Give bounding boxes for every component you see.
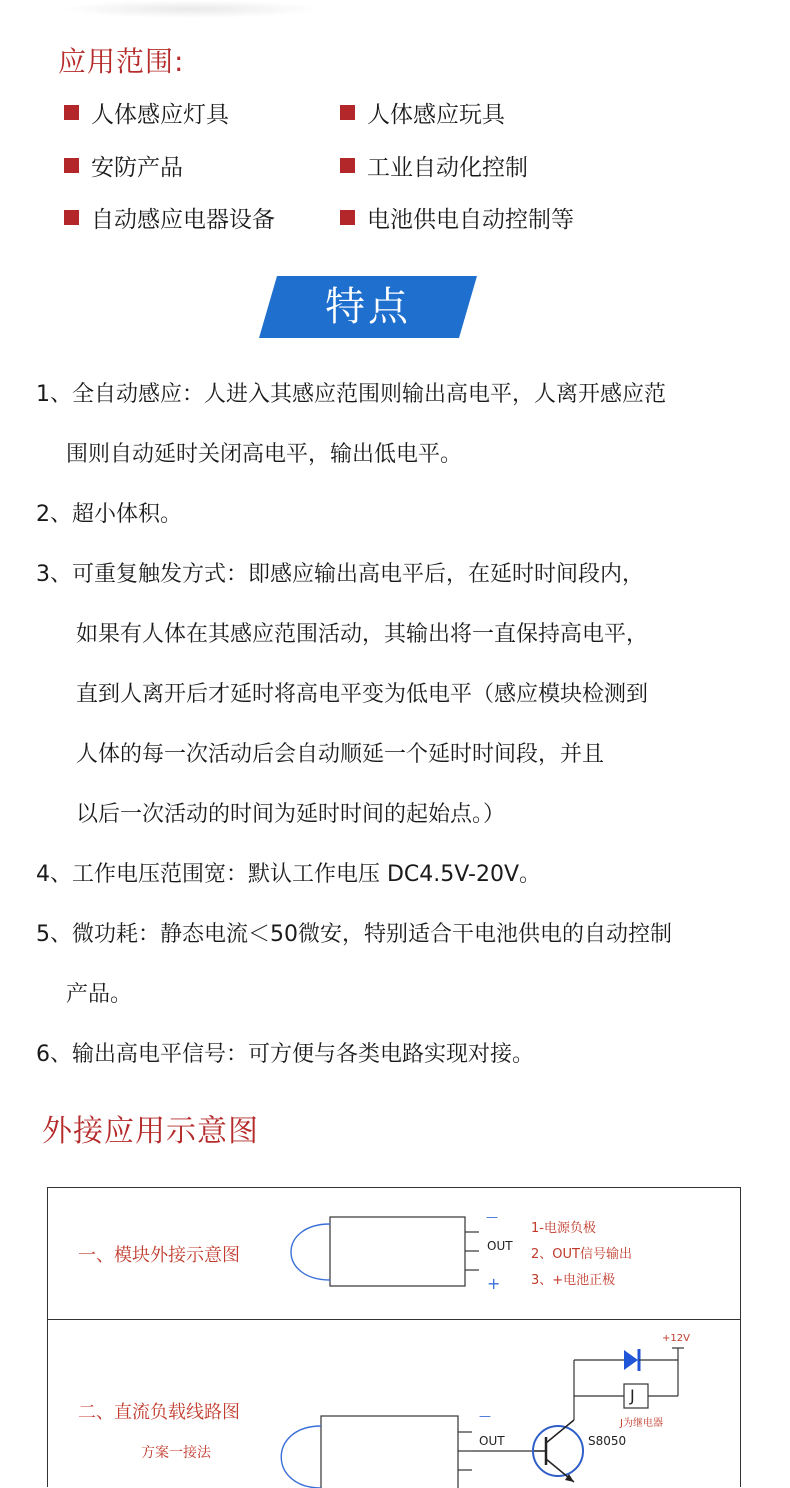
feature-line: 4、工作电压范围宽：默认工作电压 DC4.5V-20V。 bbox=[36, 862, 542, 887]
sensor-dome-shape bbox=[281, 1426, 321, 1488]
feature-line: 围则自动延时关闭高电平，输出低电平。 bbox=[66, 442, 463, 467]
pin-minus-label: — bbox=[486, 1210, 498, 1224]
application-item bbox=[64, 201, 275, 234]
panel2-sublabel: 方案一接法 bbox=[141, 1445, 211, 1461]
feature-line: 人体的每一次活动后会自动顺延一个延时时间段，并且 bbox=[76, 742, 605, 767]
feature-line: 直到人离开后才延时将高电平变为低电平（感应模块检测到 bbox=[76, 682, 649, 707]
feature-line: 3、可重复触发方式：即感应输出高电平后，在延时时间段内， bbox=[36, 562, 644, 587]
application-item-label: 人体感应玩具 bbox=[367, 102, 505, 128]
pin-out-label: OUT bbox=[487, 1239, 513, 1253]
feature-line: 6、输出高电平信号：可方便与各类电路实现对接。 bbox=[36, 1042, 534, 1067]
pin-note: 2、OUT信号输出 bbox=[531, 1247, 632, 1262]
applications-title: 应用范围: bbox=[58, 45, 185, 78]
application-item bbox=[64, 96, 229, 129]
wiring-diagram bbox=[47, 1187, 741, 1487]
application-item bbox=[340, 149, 528, 182]
bullet-square-icon bbox=[340, 210, 355, 225]
relay-box bbox=[624, 1384, 648, 1408]
panel1-label: 一、模块外接示意图 bbox=[78, 1245, 240, 1266]
feature-line: 1、全自动感应：人进入其感应范围则输出高电平，人离开感应范 bbox=[36, 382, 666, 407]
pin-plus-label: + bbox=[487, 1274, 501, 1293]
application-item bbox=[64, 149, 183, 182]
panel2-label: 二、直流负载线路图 bbox=[78, 1402, 240, 1423]
top-shadow bbox=[60, 0, 320, 18]
application-item-label: 电池供电自动控制等 bbox=[367, 207, 574, 233]
bullet-square-icon bbox=[64, 105, 79, 120]
application-item-label: 工业自动化控制 bbox=[367, 155, 528, 181]
pin-note: 3、+电池正极 bbox=[531, 1273, 616, 1288]
feature-line: 2、超小体积。 bbox=[36, 502, 182, 527]
application-item-label: 安防产品 bbox=[91, 155, 183, 181]
pin-out-label: OUT bbox=[479, 1434, 505, 1448]
bullet-square-icon bbox=[340, 105, 355, 120]
application-item-label: 人体感应灯具 bbox=[91, 102, 229, 128]
application-item bbox=[340, 96, 505, 129]
relay-note: J为继电器 bbox=[620, 1418, 663, 1429]
transistor-collector bbox=[546, 1420, 574, 1443]
features-banner bbox=[259, 276, 477, 338]
module-body-shape bbox=[321, 1416, 458, 1488]
diode-shape bbox=[624, 1350, 638, 1370]
bullet-square-icon bbox=[340, 158, 355, 173]
feature-line: 如果有人体在其感应范围活动，其输出将一直保持高电平， bbox=[76, 622, 649, 647]
features-banner-title: 特点 bbox=[325, 284, 411, 330]
relay-letter: J bbox=[630, 1386, 635, 1405]
supply-label: +12V bbox=[662, 1333, 690, 1344]
feature-line: 以后一次活动的时间为延时时间的起始点。） bbox=[76, 802, 506, 827]
bullet-square-icon bbox=[64, 210, 79, 225]
sensor-dome-shape bbox=[291, 1224, 330, 1280]
pin-note: 1-电源负极 bbox=[531, 1221, 596, 1236]
transistor-label: S8050 bbox=[588, 1434, 627, 1448]
feature-line: 5、微功耗：静态电流＜50微安，特别适合干电池供电的自动控制 bbox=[36, 922, 672, 947]
pin-minus-label: — bbox=[479, 1409, 491, 1423]
module-body-shape bbox=[330, 1217, 465, 1286]
application-item-label: 自动感应电器设备 bbox=[91, 207, 275, 233]
application-item bbox=[340, 201, 574, 234]
bullet-square-icon bbox=[64, 158, 79, 173]
feature-line: 产品。 bbox=[66, 982, 133, 1007]
diagram-section-title: 外接应用示意图 bbox=[42, 1114, 259, 1149]
